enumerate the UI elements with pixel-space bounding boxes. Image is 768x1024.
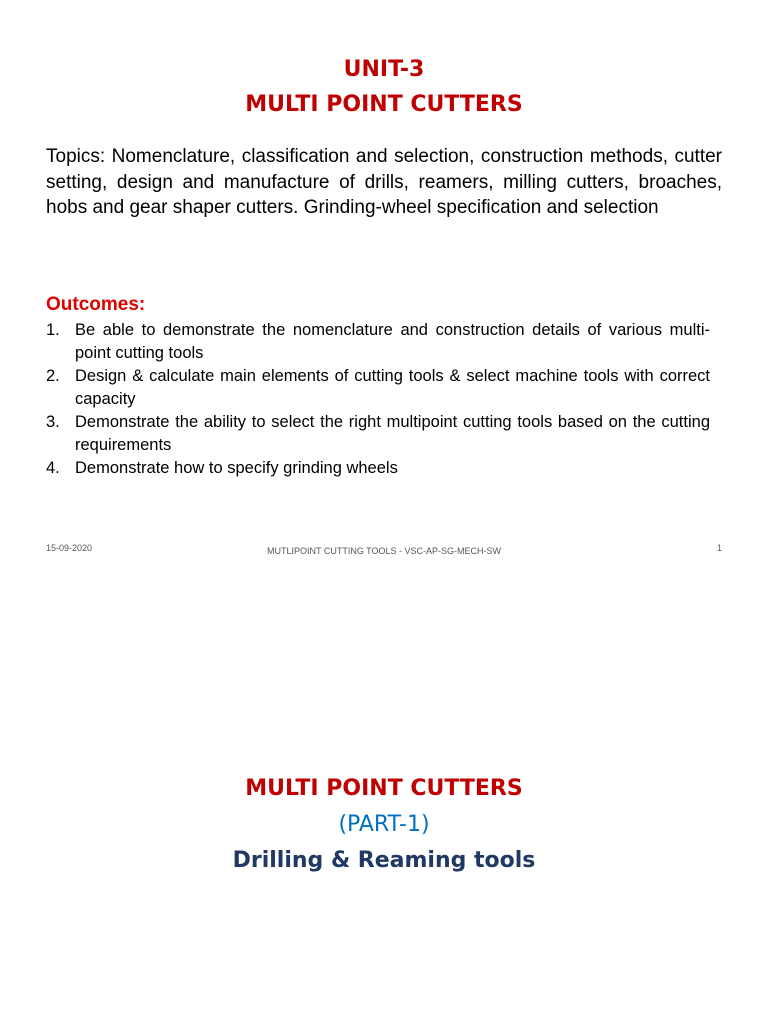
footer-title: MUTLIPOINT CUTTING TOOLS - VSC-AP-SG-MECH-SW [266,546,501,556]
slide-title: MULTI POINT CUTTERS [245,776,523,801]
slide-title: MULTI POINT CUTTERS [245,92,523,117]
outcome-item [46,411,710,457]
page-number: 1 [716,543,722,553]
outcomes-heading: Outcomes: [46,294,146,315]
outcome-number: 4. [46,459,60,477]
outcome-number: 2. [46,367,60,385]
slide-2 [0,576,768,1024]
topics-text: Topics: Nomenclature, classification and selection, construction methods, cutter setting, design and manufacture of drills, reamers, milling cutters, broaches, hobs and gear shaper cutters. Grinding-wheel specification and selection [46,146,722,218]
unit-title: UNIT-3 [343,57,425,82]
outcome-item [46,319,710,365]
outcome-text: Be able to demonstrate the nomenclature and construction details of various multi-point cutting tools [75,321,710,362]
footer-date: 15-09-2020 [46,543,93,553]
outcome-number: 3. [46,413,60,431]
outcome-text: Demonstrate the ability to select the right multipoint cutting tools based on the cutting requirements [75,413,710,454]
part-label: (PART-1) [338,812,430,837]
slide-subtitle: Drilling & Reaming tools [232,848,536,873]
outcomes-list [46,319,710,480]
outcome-text: Design & calculate main elements of cutting tools & select machine tools with correct capacity [75,367,710,408]
outcome-item [46,457,710,480]
outcome-number: 1. [46,321,60,339]
outcome-text: Demonstrate how to specify grinding wheels [75,459,398,477]
outcome-item [46,365,710,411]
topics-paragraph [46,144,722,221]
